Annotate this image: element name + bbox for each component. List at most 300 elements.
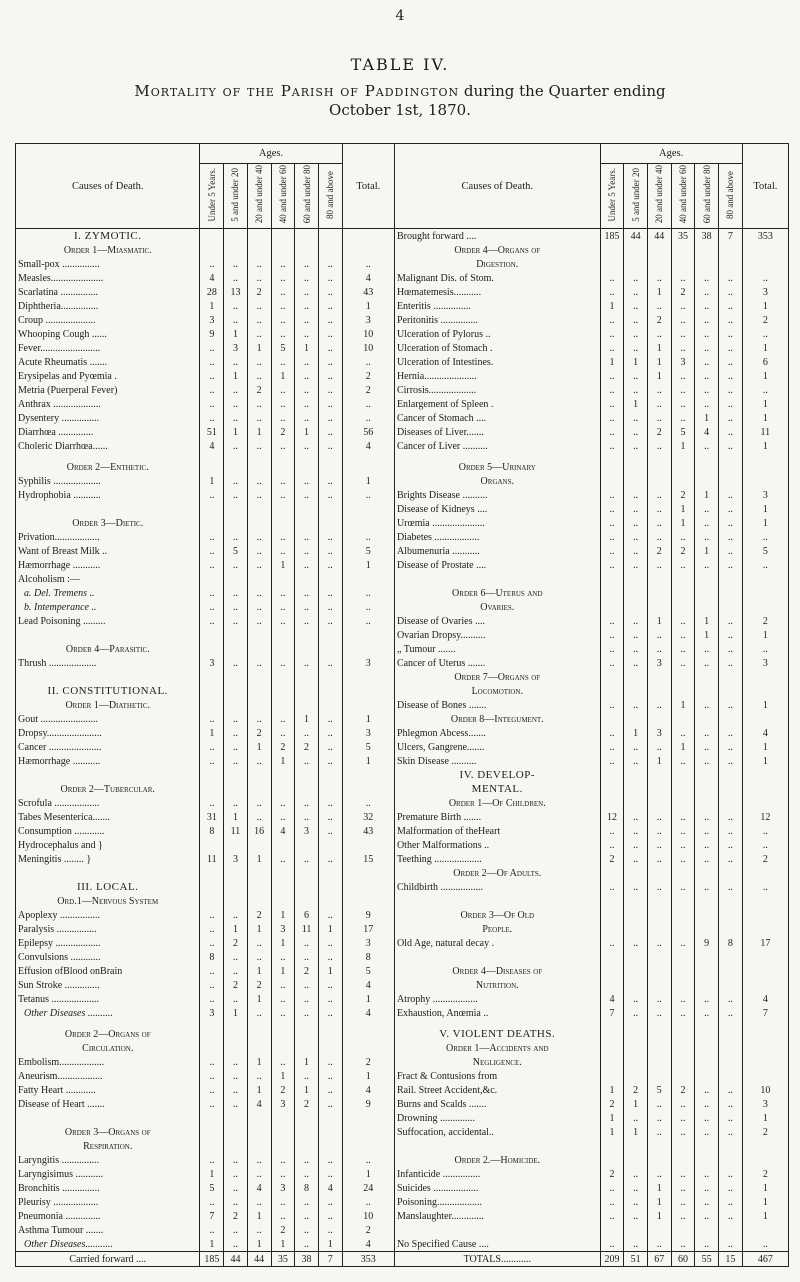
- age-count-cell: ..: [271, 439, 295, 453]
- age-count-cell: [600, 950, 624, 964]
- age-count-cell: ..: [271, 656, 295, 670]
- age-count-cell: [247, 243, 271, 257]
- total-cell: 1: [342, 474, 394, 488]
- age-count-cell: [718, 474, 742, 488]
- age-count-cell: ..: [718, 1006, 742, 1020]
- age-count-cell: 1: [200, 726, 224, 740]
- age-count-cell: 1: [695, 411, 719, 425]
- table-row: [16, 530, 789, 544]
- cause-name: Burns and Scalds .......: [394, 1097, 600, 1111]
- age-count-cell: [224, 1041, 248, 1055]
- age-count-cell: 44: [647, 229, 671, 244]
- age-count-cell: [295, 670, 319, 684]
- age-count-cell: [695, 1139, 719, 1153]
- age-count-cell: 3: [200, 1006, 224, 1020]
- age-count-cell: ..: [718, 355, 742, 369]
- age-count-cell: [671, 684, 695, 698]
- age-count-cell: ..: [271, 544, 295, 558]
- age-count-cell: ..: [647, 698, 671, 712]
- age-count-cell: [671, 243, 695, 257]
- age-count-cell: [695, 894, 719, 908]
- cause-name: Exhaustion, Anœmia ..: [394, 1006, 600, 1020]
- age-count-cell: 209: [600, 1252, 624, 1267]
- age-count-cell: ..: [318, 586, 342, 600]
- age-count-cell: [695, 474, 719, 488]
- total-cell: 10: [342, 1209, 394, 1223]
- age-count-cell: ..: [624, 285, 648, 299]
- age-count-cell: ..: [224, 1153, 248, 1167]
- age-count-cell: [624, 964, 648, 978]
- age-count-cell: ..: [671, 1181, 695, 1195]
- age-count-cell: ..: [200, 488, 224, 502]
- age-count-cell: ..: [200, 740, 224, 754]
- age-count-cell: [224, 698, 248, 712]
- age-count-cell: ..: [271, 586, 295, 600]
- table-row: [16, 586, 789, 600]
- age-count-cell: [295, 628, 319, 642]
- age-count-cell: [224, 1111, 248, 1125]
- age-count-cell: [224, 642, 248, 656]
- section-heading: Order 3—Dietic.: [16, 516, 200, 530]
- age-count-cell: ..: [695, 642, 719, 656]
- age-count-cell: [600, 978, 624, 992]
- cause-name: Albumenuria ...........: [394, 544, 600, 558]
- age-count-cell: ..: [224, 257, 248, 271]
- age-count-cell: ..: [647, 383, 671, 397]
- age-count-cell: 3: [200, 313, 224, 327]
- age-count-cell: ..: [671, 383, 695, 397]
- total-cell: 353: [742, 229, 788, 244]
- age-count-cell: [647, 964, 671, 978]
- age-count-cell: 44: [247, 1252, 271, 1267]
- age-count-cell: ..: [224, 1069, 248, 1083]
- age-count-cell: 1: [695, 628, 719, 642]
- age-count-cell: 2: [647, 313, 671, 327]
- age-count-cell: [600, 1139, 624, 1153]
- spacer-cell: [718, 1020, 742, 1027]
- age-count-cell: [271, 838, 295, 852]
- table-row: [16, 453, 789, 460]
- table-row: [16, 341, 789, 355]
- total-cell: [742, 257, 788, 271]
- total-cell: 17: [742, 936, 788, 950]
- age-count-cell: ..: [647, 824, 671, 838]
- age-count-cell: ..: [647, 740, 671, 754]
- total-cell: 3: [342, 726, 394, 740]
- table-row: [16, 1195, 789, 1209]
- age-count-cell: [718, 684, 742, 698]
- age-count-cell: [247, 460, 271, 474]
- table-row: [16, 299, 789, 313]
- spacer-cell: [671, 453, 695, 460]
- age-count-cell: ..: [295, 271, 319, 285]
- section-heading: MENTAL.: [394, 782, 600, 796]
- cause-name: „ Tumour .......: [394, 642, 600, 656]
- age-count-cell: 1: [247, 740, 271, 754]
- section-heading: III. LOCAL.: [16, 880, 200, 894]
- age-count-cell: [318, 768, 342, 782]
- age-count-cell: ..: [718, 558, 742, 572]
- age-count-cell: [624, 460, 648, 474]
- age-count-cell: ..: [200, 754, 224, 768]
- age-count-cell: 38: [295, 1252, 319, 1267]
- total-cell: ..: [742, 642, 788, 656]
- age-count-cell: [695, 712, 719, 726]
- age-count-cell: 44: [624, 229, 648, 244]
- spacer-cell: [271, 453, 295, 460]
- age-count-cell: ..: [224, 726, 248, 740]
- age-count-cell: ..: [671, 880, 695, 894]
- cause-name: Cancer .....................: [16, 740, 200, 754]
- total-cell: 1: [742, 1181, 788, 1195]
- age-count-cell: [718, 796, 742, 810]
- total-cell: 6: [742, 355, 788, 369]
- total-cell: [342, 1041, 394, 1055]
- total-cell: [742, 1153, 788, 1167]
- age-count-cell: [624, 950, 648, 964]
- age-count-cell: ..: [647, 502, 671, 516]
- age-count-cell: ..: [600, 516, 624, 530]
- table-row: [16, 670, 789, 684]
- table-row: [16, 1006, 789, 1020]
- cause-name: Sun Stroke ..............: [16, 978, 200, 992]
- age-count-cell: ..: [200, 1195, 224, 1209]
- age-count-cell: ..: [695, 383, 719, 397]
- age-count-cell: [695, 1027, 719, 1041]
- age-group-label: 40 and under 60: [677, 165, 688, 224]
- age-count-cell: [318, 460, 342, 474]
- age-count-cell: ..: [600, 425, 624, 439]
- age-count-cell: [695, 908, 719, 922]
- age-count-cell: ..: [295, 810, 319, 824]
- age-count-cell: ..: [224, 313, 248, 327]
- age-count-cell: [318, 642, 342, 656]
- total-cell: [342, 516, 394, 530]
- age-count-cell: 1: [247, 1055, 271, 1069]
- total-cell: 1: [742, 628, 788, 642]
- age-count-cell: ..: [247, 712, 271, 726]
- table-row: [16, 1027, 789, 1041]
- age-count-cell: [224, 782, 248, 796]
- total-cell: [742, 586, 788, 600]
- age-count-cell: 13: [224, 285, 248, 299]
- age-count-cell: [695, 768, 719, 782]
- age-count-cell: 1: [224, 327, 248, 341]
- age-count-cell: [224, 768, 248, 782]
- age-count-cell: ..: [695, 740, 719, 754]
- mortality-table: [15, 143, 789, 1267]
- age-count-cell: [318, 502, 342, 516]
- total-cell: [342, 1027, 394, 1041]
- cause-name: Diarrhœa ..............: [16, 425, 200, 439]
- age-count-cell: 3: [295, 824, 319, 838]
- age-count-cell: ..: [671, 1111, 695, 1125]
- age-count-cell: ..: [200, 369, 224, 383]
- age-count-cell: ..: [295, 558, 319, 572]
- total-cell: [742, 782, 788, 796]
- age-count-cell: ..: [271, 1006, 295, 1020]
- age-count-cell: [247, 1111, 271, 1125]
- age-count-cell: ..: [318, 992, 342, 1006]
- cause-name: No Specified Cause ....: [394, 1237, 600, 1252]
- total-cell: ..: [342, 530, 394, 544]
- age-count-cell: [624, 684, 648, 698]
- cause-name: [16, 768, 200, 782]
- age-count-cell: [318, 866, 342, 880]
- spacer-cell: [600, 1020, 624, 1027]
- age-count-cell: ..: [224, 558, 248, 572]
- age-count-cell: ..: [318, 285, 342, 299]
- age-count-cell: 11: [295, 922, 319, 936]
- age-count-cell: [600, 1069, 624, 1083]
- age-count-cell: [718, 586, 742, 600]
- total-cell: [742, 922, 788, 936]
- total-cell: [742, 768, 788, 782]
- cause-name: Effusion ofBlood onBrain: [16, 964, 200, 978]
- age-count-cell: [600, 894, 624, 908]
- age-count-cell: ..: [600, 285, 624, 299]
- age-count-cell: [295, 1125, 319, 1139]
- table-row: [16, 1097, 789, 1111]
- age-count-cell: 1: [600, 355, 624, 369]
- age-count-cell: [318, 229, 342, 244]
- table-title: TABLE IV.: [350, 55, 450, 74]
- age-count-cell: ..: [318, 341, 342, 355]
- age-count-cell: [647, 684, 671, 698]
- age-count-cell: [695, 670, 719, 684]
- age-count-cell: ..: [271, 614, 295, 628]
- age-group-header-right: [671, 164, 695, 229]
- table-row: [16, 397, 789, 411]
- ages-header-right: Ages.: [600, 144, 742, 164]
- age-count-cell: [271, 628, 295, 642]
- age-count-cell: 11: [224, 824, 248, 838]
- age-count-cell: ..: [318, 908, 342, 922]
- age-count-cell: [671, 908, 695, 922]
- section-heading: Order 4—Parasitic.: [16, 642, 200, 656]
- total-cell: 3: [342, 656, 394, 670]
- age-count-cell: [224, 502, 248, 516]
- total-cell: [742, 1041, 788, 1055]
- age-count-cell: 44: [224, 1252, 248, 1267]
- age-count-cell: ..: [695, 1237, 719, 1252]
- age-count-cell: [247, 1125, 271, 1139]
- age-count-cell: [671, 922, 695, 936]
- age-count-cell: [695, 796, 719, 810]
- total-cell: ..: [342, 600, 394, 614]
- total-cell: 10: [742, 1083, 788, 1097]
- age-count-cell: ..: [224, 397, 248, 411]
- age-count-cell: ..: [224, 586, 248, 600]
- age-count-cell: ..: [624, 327, 648, 341]
- age-count-cell: ..: [624, 628, 648, 642]
- table-row: [16, 642, 789, 656]
- age-count-cell: ..: [695, 439, 719, 453]
- age-count-cell: ..: [318, 824, 342, 838]
- total-cell: ..: [742, 880, 788, 894]
- cause-name: Syphilis ...................: [16, 474, 200, 488]
- age-count-cell: [647, 572, 671, 586]
- age-count-cell: [200, 894, 224, 908]
- age-count-cell: ..: [200, 586, 224, 600]
- age-count-cell: [671, 712, 695, 726]
- age-count-cell: ..: [671, 992, 695, 1006]
- total-cell: [342, 642, 394, 656]
- total-header-right: Total.: [742, 144, 788, 229]
- cause-name: Dropsy......................: [16, 726, 200, 740]
- age-count-cell: [671, 1055, 695, 1069]
- age-count-cell: [695, 600, 719, 614]
- age-count-cell: [695, 964, 719, 978]
- age-count-cell: ..: [695, 1195, 719, 1209]
- age-count-cell: ..: [295, 656, 319, 670]
- age-group-header-right: [600, 164, 624, 229]
- age-count-cell: ..: [247, 369, 271, 383]
- age-count-cell: [647, 670, 671, 684]
- age-count-cell: ..: [718, 1237, 742, 1252]
- cause-name: [16, 502, 200, 516]
- age-count-cell: [224, 1027, 248, 1041]
- age-count-cell: ..: [200, 1153, 224, 1167]
- age-count-cell: ..: [271, 1167, 295, 1181]
- age-count-cell: ..: [295, 936, 319, 950]
- age-count-cell: ..: [624, 544, 648, 558]
- age-group-header-left: [200, 164, 224, 229]
- age-count-cell: ..: [271, 488, 295, 502]
- age-count-cell: ..: [695, 754, 719, 768]
- total-cell: 7: [742, 1006, 788, 1020]
- age-count-cell: [624, 257, 648, 271]
- age-count-cell: 1: [695, 544, 719, 558]
- age-count-cell: [200, 670, 224, 684]
- section-heading: Order 1—Of Children.: [394, 796, 600, 810]
- age-group-label: 40 and under 60: [277, 165, 288, 224]
- table-row: [16, 1181, 789, 1195]
- table-row: [16, 1167, 789, 1181]
- age-count-cell: [695, 922, 719, 936]
- age-count-cell: [624, 1069, 648, 1083]
- spacer-cell: [295, 1020, 319, 1027]
- subtitle-parish: Mortality of the Parish of Paddington: [134, 82, 460, 100]
- table-row: [16, 411, 789, 425]
- age-count-cell: ..: [318, 355, 342, 369]
- total-cell: 1: [742, 369, 788, 383]
- age-count-cell: 12: [600, 810, 624, 824]
- age-count-cell: ..: [600, 544, 624, 558]
- age-count-cell: [671, 572, 695, 586]
- age-count-cell: ..: [271, 313, 295, 327]
- age-count-cell: ..: [295, 992, 319, 1006]
- age-count-cell: [200, 1027, 224, 1041]
- total-cell: ..: [342, 1195, 394, 1209]
- age-count-cell: ..: [271, 474, 295, 488]
- age-count-cell: [647, 243, 671, 257]
- total-cell: ..: [742, 838, 788, 852]
- total-cell: 43: [342, 285, 394, 299]
- cause-name: Consumption ............: [16, 824, 200, 838]
- age-count-cell: 1: [271, 754, 295, 768]
- spacer-cell: [247, 1020, 271, 1027]
- total-cell: [742, 964, 788, 978]
- age-count-cell: ..: [624, 810, 648, 824]
- age-count-cell: [247, 698, 271, 712]
- total-cell: ..: [342, 411, 394, 425]
- age-count-cell: ..: [647, 271, 671, 285]
- age-count-cell: [671, 796, 695, 810]
- age-count-cell: ..: [671, 852, 695, 866]
- age-count-cell: ..: [671, 271, 695, 285]
- age-count-cell: ..: [647, 488, 671, 502]
- age-count-cell: [647, 1055, 671, 1069]
- age-count-cell: 1: [624, 355, 648, 369]
- age-count-cell: ..: [647, 880, 671, 894]
- cause-name: Brought forward ....: [394, 229, 600, 244]
- age-count-cell: ..: [600, 327, 624, 341]
- age-count-cell: ..: [718, 614, 742, 628]
- age-count-cell: 1: [600, 1111, 624, 1125]
- total-cell: [742, 950, 788, 964]
- age-count-cell: ..: [318, 978, 342, 992]
- age-count-cell: 31: [200, 810, 224, 824]
- cause-name: Anthrax ...................: [16, 397, 200, 411]
- total-cell: 5: [342, 740, 394, 754]
- age-count-cell: ..: [624, 698, 648, 712]
- cause-name: Teething ...................: [394, 852, 600, 866]
- age-count-cell: [247, 838, 271, 852]
- age-count-cell: 4: [247, 1097, 271, 1111]
- total-cell: [742, 894, 788, 908]
- age-count-cell: [624, 1041, 648, 1055]
- age-count-cell: [200, 698, 224, 712]
- age-count-cell: [600, 712, 624, 726]
- age-count-cell: [671, 1069, 695, 1083]
- age-count-cell: 16: [247, 824, 271, 838]
- age-count-cell: 1: [295, 1083, 319, 1097]
- spacer-cell: [318, 453, 342, 460]
- age-count-cell: [600, 243, 624, 257]
- age-count-cell: 35: [671, 229, 695, 244]
- age-count-cell: [200, 866, 224, 880]
- age-count-cell: [271, 866, 295, 880]
- age-count-cell: [295, 880, 319, 894]
- cause-name: Small-pox ...............: [16, 257, 200, 271]
- age-count-cell: ..: [718, 740, 742, 754]
- table-row: [16, 488, 789, 502]
- total-cell: [742, 474, 788, 488]
- age-count-cell: [247, 1027, 271, 1041]
- age-count-cell: ..: [318, 1069, 342, 1083]
- age-count-cell: ..: [624, 1181, 648, 1195]
- table-row: [16, 936, 789, 950]
- age-group-label: 20 and under 40: [254, 165, 265, 224]
- age-count-cell: ..: [200, 544, 224, 558]
- table-row: [16, 754, 789, 768]
- age-count-cell: ..: [224, 1097, 248, 1111]
- age-count-cell: [647, 796, 671, 810]
- age-count-cell: ..: [247, 271, 271, 285]
- total-cell: [742, 243, 788, 257]
- table-row: [16, 1020, 789, 1027]
- age-count-cell: 1: [647, 355, 671, 369]
- age-count-cell: [318, 628, 342, 642]
- age-count-cell: ..: [318, 369, 342, 383]
- total-cell: 2: [342, 1223, 394, 1237]
- age-count-cell: ..: [224, 992, 248, 1006]
- age-count-cell: [647, 1223, 671, 1237]
- cause-name: Fract & Contusions from: [394, 1069, 600, 1083]
- total-cell: ..: [742, 530, 788, 544]
- age-count-cell: [695, 1055, 719, 1069]
